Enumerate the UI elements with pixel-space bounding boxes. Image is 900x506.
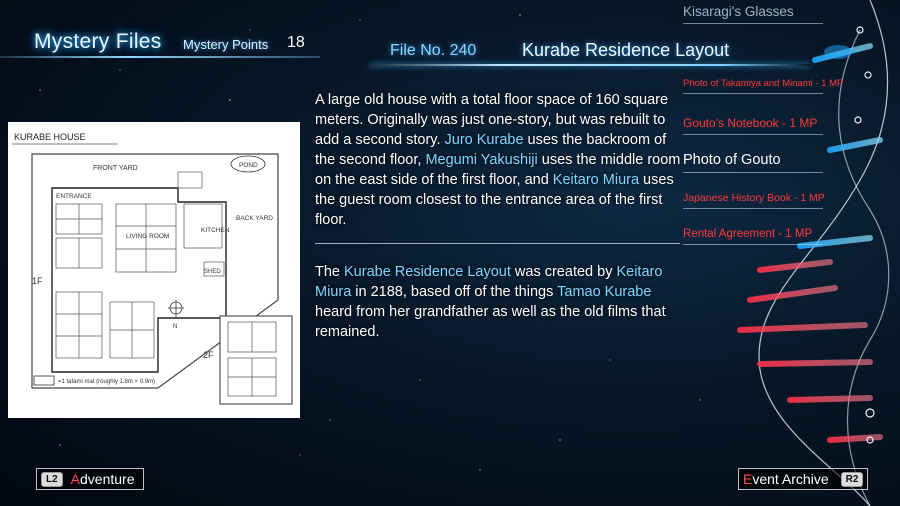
plan-floor-2: 2F <box>203 350 214 360</box>
description-text: heard from her grandfather as well as the old films that remained. <box>315 304 666 340</box>
plan-shed: SHED <box>204 269 221 275</box>
file-number: File No. 240 <box>390 42 477 59</box>
header-underline <box>0 56 320 58</box>
highlighted-name: Megumi Yakushiji <box>425 152 538 168</box>
tatami-legend-icon <box>34 376 54 385</box>
event-archive-button[interactable] <box>738 468 868 490</box>
highlighted-name: Keitaro Miura <box>552 172 640 188</box>
file-list-item[interactable] <box>683 4 823 24</box>
file-list-item-label: Japanese History Book - 1 MP <box>683 192 825 204</box>
file-list-item[interactable] <box>683 78 844 94</box>
mystery-points-label: Mystery Points <box>183 37 269 52</box>
description-text: A large old house with a total floor space of 160 square meters. Originally was just one-story, but was rebuilt to add a second story. <box>315 92 669 148</box>
file-title: Kurabe Residence Layout <box>522 40 730 60</box>
title-underline <box>370 64 810 66</box>
plan-pond: POND <box>239 162 258 169</box>
dna-helix-decoration <box>720 0 900 506</box>
screen-title: Mystery Files <box>34 30 162 53</box>
description-text: The <box>315 264 345 280</box>
plan-entrance: ENTRANCE <box>56 193 92 200</box>
file-list-item[interactable] <box>683 116 823 135</box>
l2-key-icon: L2 <box>41 472 63 487</box>
file-description-source <box>315 262 685 342</box>
highlighted-name: Keitaro Miura <box>315 264 663 300</box>
adventure-button[interactable] <box>36 468 144 490</box>
file-list-item-label: Photo of Gouto <box>683 152 781 168</box>
file-list-item[interactable] <box>683 228 823 245</box>
file-description <box>315 90 685 230</box>
mystery-points-value: 18 <box>287 34 305 51</box>
file-list-item-label: Rental Agreement - 1 MP <box>683 228 813 240</box>
description-text: uses the middle room on the east side of the first floor, and <box>315 152 681 188</box>
r2-key-icon: R2 <box>841 472 864 487</box>
file-list-item-label: Kisaragi's Glasses <box>683 4 794 19</box>
file-list-item-label: Gouto's Notebook - 1 MP <box>683 116 818 130</box>
plan-back-yard: BACK YARD <box>236 215 273 222</box>
file-list-item-label: Photo of Takamiya and Minami - 1 MP <box>683 78 844 89</box>
description-text: was created by <box>510 264 617 280</box>
plan-front-yard: FRONT YARD <box>93 165 138 172</box>
adventure-label: Adventure <box>70 471 135 487</box>
plan-kitchen: KITCHEN <box>201 227 230 234</box>
plan-living-room: LIVING ROOM <box>126 233 170 240</box>
description-text: in 2188, based off of the things <box>351 284 558 300</box>
highlighted-name: Kurabe Residence Layout <box>344 264 511 280</box>
description-divider <box>315 243 680 244</box>
plan-legend: =1 tatami mat (roughly 1.8m × 0.9m) <box>58 379 156 385</box>
plan-floor-1: 1F <box>32 276 43 286</box>
plan-house-label: KURABE HOUSE <box>14 132 86 142</box>
compass-n: N <box>173 324 178 330</box>
event-archive-label: Event Archive <box>743 471 829 487</box>
description-text: uses the guest room closest to the entrance area of the first floor. <box>315 172 674 228</box>
file-list-item[interactable] <box>683 152 823 173</box>
floor-plan-image <box>8 122 300 418</box>
description-text: uses the backroom of the second floor, <box>315 132 667 168</box>
file-list-item[interactable] <box>683 192 823 209</box>
highlighted-name: Juro Kurabe <box>444 132 524 148</box>
highlighted-name: Tamao Kurabe <box>557 284 652 300</box>
